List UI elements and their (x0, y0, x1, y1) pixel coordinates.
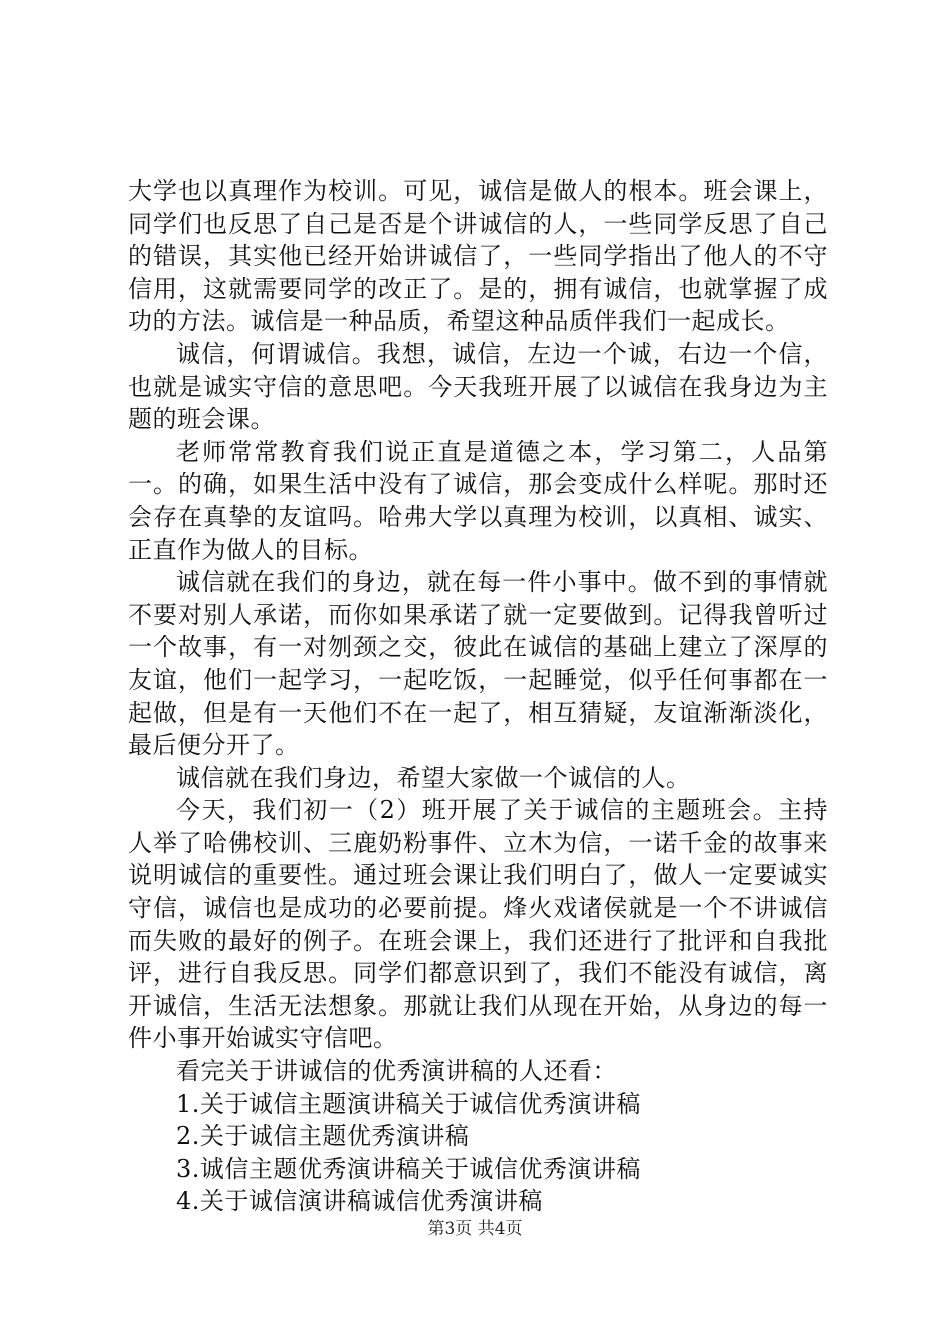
related-link[interactable]: 2.关于诚信主题优秀演讲稿 (176, 1122, 470, 1151)
page-number-footer: 第3页 共4页 (427, 1219, 523, 1239)
paragraph: 诚信就在我们的身边，就在每一件小事中。做不到的事情就不要对别人承诺，而你如果承诺了就一定要做到。记得我曾听过一个故事，有一对刎颈之交，彼此在诚信的基础上建立了深厚的友谊，他们一起学习，一起吃饭，一起睡觉，似乎任何事都在一起做，但是有一天他们不在一起了，相互猜疑，友谊渐渐淡化，最后便分开了。 (128, 568, 828, 760)
related-link[interactable]: 4.关于诚信演讲稿诚信优秀演讲稿 (176, 1187, 543, 1216)
paragraph: 诚信，何谓诚信。我想，诚信，左边一个诚，右边一个信，也就是诚实守信的意思吧。今天我班开展了以诚信在我身边为主题的班会课。 (128, 339, 828, 434)
paragraph: 老师常常教育我们说正直是道德之本，学习第二，人品第一。的确，如果生活中没有了诚信，那会变成什么样呢。那时还会存在真挚的友谊吗。哈弗大学以真理为校训，以真相、诚实、正直作为做人的目标。 (128, 437, 828, 564)
paragraph: 诚信就在我们身边，希望大家做一个诚信的人。 (176, 763, 691, 792)
related-link[interactable]: 1.关于诚信主题演讲稿关于诚信优秀演讲稿 (176, 1089, 641, 1118)
paragraph-continuation: 大学也以真理作为校训。可见，诚信是做人的根本。班会课上，同学们也反思了自己是否是个讲诚信的人，一些同学反思了自己的错误，其实他已经开始讲诚信了，一些同学指出了他人的不守信用，这就需要同学的改正了。是的，拥有诚信，也就掌握了成功的方法。诚信是一种品质，希望这种品质伴我们一起成长。 (128, 177, 828, 336)
paragraph: 今天，我们初一（2）班开展了关于诚信的主题班会。主持人举了哈佛校训、三鹿奶粉事件、立木为信，一诺千金的故事来说明诚信的重要性。通过班会课让我们明白了，做人一定要诚实守信，诚信也是成功的必要前提。烽火戏诸侯就是一个不讲诚信而失败的最好的例子。在班会课上，我们还进行了批评和自我批评，进行自我反思。同学们都意识到了，我们不能没有诚信，离开诚信，生活无法想象。那就让我们从现在开始，从身边的每一件小事开始诚实守信吧。 (128, 796, 828, 1053)
related-heading: 看完关于讲诚信的优秀演讲稿的人还看： (176, 1057, 617, 1086)
document-body (128, 175, 828, 1218)
related-link[interactable]: 3.诚信主题优秀演讲稿关于诚信优秀演讲稿 (176, 1154, 641, 1183)
